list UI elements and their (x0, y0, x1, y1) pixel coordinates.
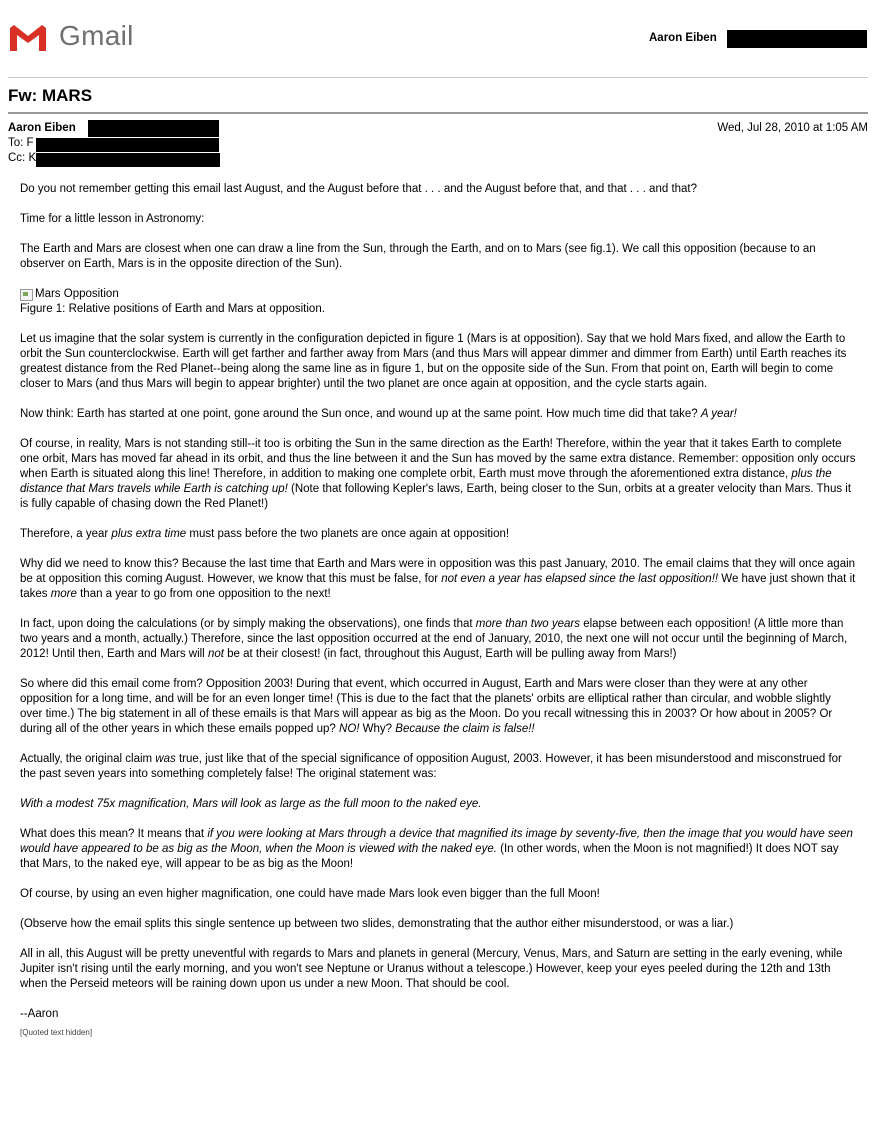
figure-caption: Figure 1: Relative positions of Earth and Mars at opposition. (20, 303, 325, 315)
header-divider (8, 77, 868, 78)
figure-image-alt: Mars Opposition (35, 288, 119, 300)
text-run-italic: Because the claim is false!! (395, 723, 535, 735)
text-run-italic: not even a year has elapsed since the last opposition!! (441, 573, 719, 585)
body-paragraph: (Observe how the email splits this single sentence up between two slides, demonstrating that the author either misunderstood, or was a liar.) (20, 918, 734, 930)
text-run: So where did this email come from? Opposition 2003! During that event, which occurred in August, Earth and Mars were closer than they were at any other opposition for a long time, and will be for an even longer time! (This is due to the fact that the planets' orbits are elliptical rather than circular, and wobble slightly over time.) The big statement in all of these emails is that Mars will appear as big as the Moon. Do you recall witnessing this in 2003? Or how about in 2005? Or during all of the other years in which these emails popped up? (20, 678, 833, 735)
email-subject: Fw: MARS (8, 86, 93, 105)
text-run: (In other words, when the Moon is not magnified!) It does NOT say that Mars, to the naked eye, will appear to be as big as the Moon! (20, 843, 839, 870)
text-run: be at their closest! (in fact, throughout this August, Earth will be pulling away from Mars!) (227, 648, 677, 660)
text-run-italic: more (50, 588, 77, 600)
body-paragraph: Let us imagine that the solar system is currently in the configuration depicted in figure 1 (Mars is at opposition). Say that we hold Mars fixed, and allow the Earth to orbit the Sun counterclockwise. Earth will get farther and farther away from Mars (and thus Mars will appear dimmer and dimmer from Earth) until Earth reaches its greatest distance from the Red Planet--being along the same line as in figure 1, but on the opposite side of the Sun. From that point on, Earth will begin to come closer to Mars (and thus Mars will begin to appear brighter) until the two planet are once again at opposition, and the cycle starts again. (20, 333, 847, 390)
text-run: must pass before the two planets are once again at opposition! (189, 528, 510, 540)
email-body (20, 182, 856, 1040)
signature: --Aaron (20, 1008, 59, 1020)
quoted-text-hidden-link[interactable]: [Quoted text hidden] (20, 1028, 93, 1037)
body-paragraph-quote (20, 797, 856, 812)
body-paragraph: Time for a little lesson in Astronomy: (20, 213, 205, 225)
text-run-italic: NO! (339, 723, 360, 735)
sender-name: Aaron Eiben (8, 122, 76, 134)
text-run: elapse between each opposition! (A little more than two years and a month, actually.) Therefore, since the last opposition occurred at the end of January, 2010, the next one will not occur until the beginning of March, 2012! Until then, Earth and Mars will (20, 618, 848, 660)
text-run: We have just shown that it takes (20, 573, 856, 600)
figure-image-placeholder (20, 287, 856, 302)
body-paragraph (20, 527, 856, 542)
redacted-to-recipients (36, 138, 219, 152)
to-field: To: F (8, 137, 34, 149)
text-run: than a year to go from one opposition to the next! (80, 588, 331, 600)
body-paragraph (20, 557, 856, 602)
text-run-italic: With a modest 75x magnification, Mars will look as large as the full moon to the naked eye. (20, 798, 482, 810)
gmail-logo-icon (8, 22, 48, 53)
redacted-sender-email (88, 120, 219, 137)
text-run: What does this mean? It means that (20, 828, 205, 840)
body-paragraph: All in all, this August will be pretty uneventful with regards to Mars and planets in general (Mercury, Venus, Mars, and Saturn are setting in the early evening, while Jupiter isn't rising until the early morning, and you won't see Neptune or Uranus without a telescope.) However, keep your eyes peeled during the 12th and 13th when the Perseid meteors will be raining down upon us under a new Moon. That should be cool. (20, 948, 843, 990)
body-paragraph (20, 752, 856, 782)
text-run: Now think: Earth has started at one point, gone around the Sun once, and wound up at the same point. How much time did that take? (20, 408, 698, 420)
body-paragraph (20, 407, 856, 422)
text-run-italic: if you were looking at Mars through a device that magnified its image by seventy-five, then the image that you would have seen would have appeared to be as big as the Moon, when the Moon is viewed with the naked eye. (20, 828, 853, 855)
body-paragraph (20, 437, 856, 512)
text-run: Actually, the original claim (20, 753, 153, 765)
text-run: Why? (362, 723, 393, 735)
gmail-wordmark: Gmail (59, 20, 134, 51)
text-run: true, just like that of the special significance of opposition August, 2003. However, it has been misunderstood and misconstrued for the past seven years into something completely false! The original statement was: (20, 753, 842, 780)
broken-image-icon (20, 289, 33, 301)
text-run: (Note that following Kepler's laws, Earth, being closer to the Sun, orbits at a greater velocity than Mars. Thus it is fully capable of chasing down the Red Planet!) (20, 483, 852, 510)
redacted-cc-recipients (36, 153, 220, 167)
text-run-italic: plus the distance that Mars travels while Earth is catching up! (20, 468, 832, 495)
cc-field: Cc: K (8, 152, 37, 164)
email-date: Wed, Jul 28, 2010 at 1:05 AM (717, 122, 868, 134)
subject-divider (8, 112, 868, 114)
text-run-italic: was (155, 753, 176, 765)
text-run-italic: A year! (700, 408, 737, 420)
gmail-header (0, 0, 876, 78)
body-paragraph (20, 617, 856, 662)
text-run-italic: not (207, 648, 224, 660)
text-run: Therefore, a year (20, 528, 109, 540)
body-paragraph: Do you not remember getting this email last August, and the August before that . . . and the August before that, and that . . . and that? (20, 183, 698, 195)
body-paragraph: Of course, by using an even higher magnification, one could have made Mars look even bigger than the full Moon! (20, 888, 600, 900)
text-run-italic: more than two years (475, 618, 580, 630)
text-run: Of course, in reality, Mars is not standing still--it too is orbiting the Sun in the same direction as the Earth! Therefore, within the year that it takes Earth to complete one orbit, Mars has moved far ahead in its orbit, and thus the line between it and the Sun has moved by the same extra distance. Remember: opposition only occurs when Earth is situated along this line! Therefore, in addition to making one complete orbit, Earth must move through the aforementioned extra distance, (20, 438, 856, 480)
body-paragraph (20, 827, 856, 872)
body-paragraph (20, 677, 856, 737)
redacted-account-email (727, 30, 867, 48)
text-run: Why did we need to know this? Because the last time that Earth and Mars were in opposition was this past January, 2010. The email claims that they will once again be at opposition this coming August. However, we know that this must be false, for (20, 558, 856, 585)
account-name: Aaron Eiben (649, 32, 717, 44)
text-run: In fact, upon doing the calculations (or by simply making the observations), one finds that (20, 618, 473, 630)
text-run-italic: plus extra time (111, 528, 187, 540)
body-paragraph: The Earth and Mars are closest when one can draw a line from the Sun, through the Earth, and on to Mars (see fig.1). We call this opposition (because to an observer on Earth, Mars is in the opposite direction of the Sun). (20, 243, 816, 270)
